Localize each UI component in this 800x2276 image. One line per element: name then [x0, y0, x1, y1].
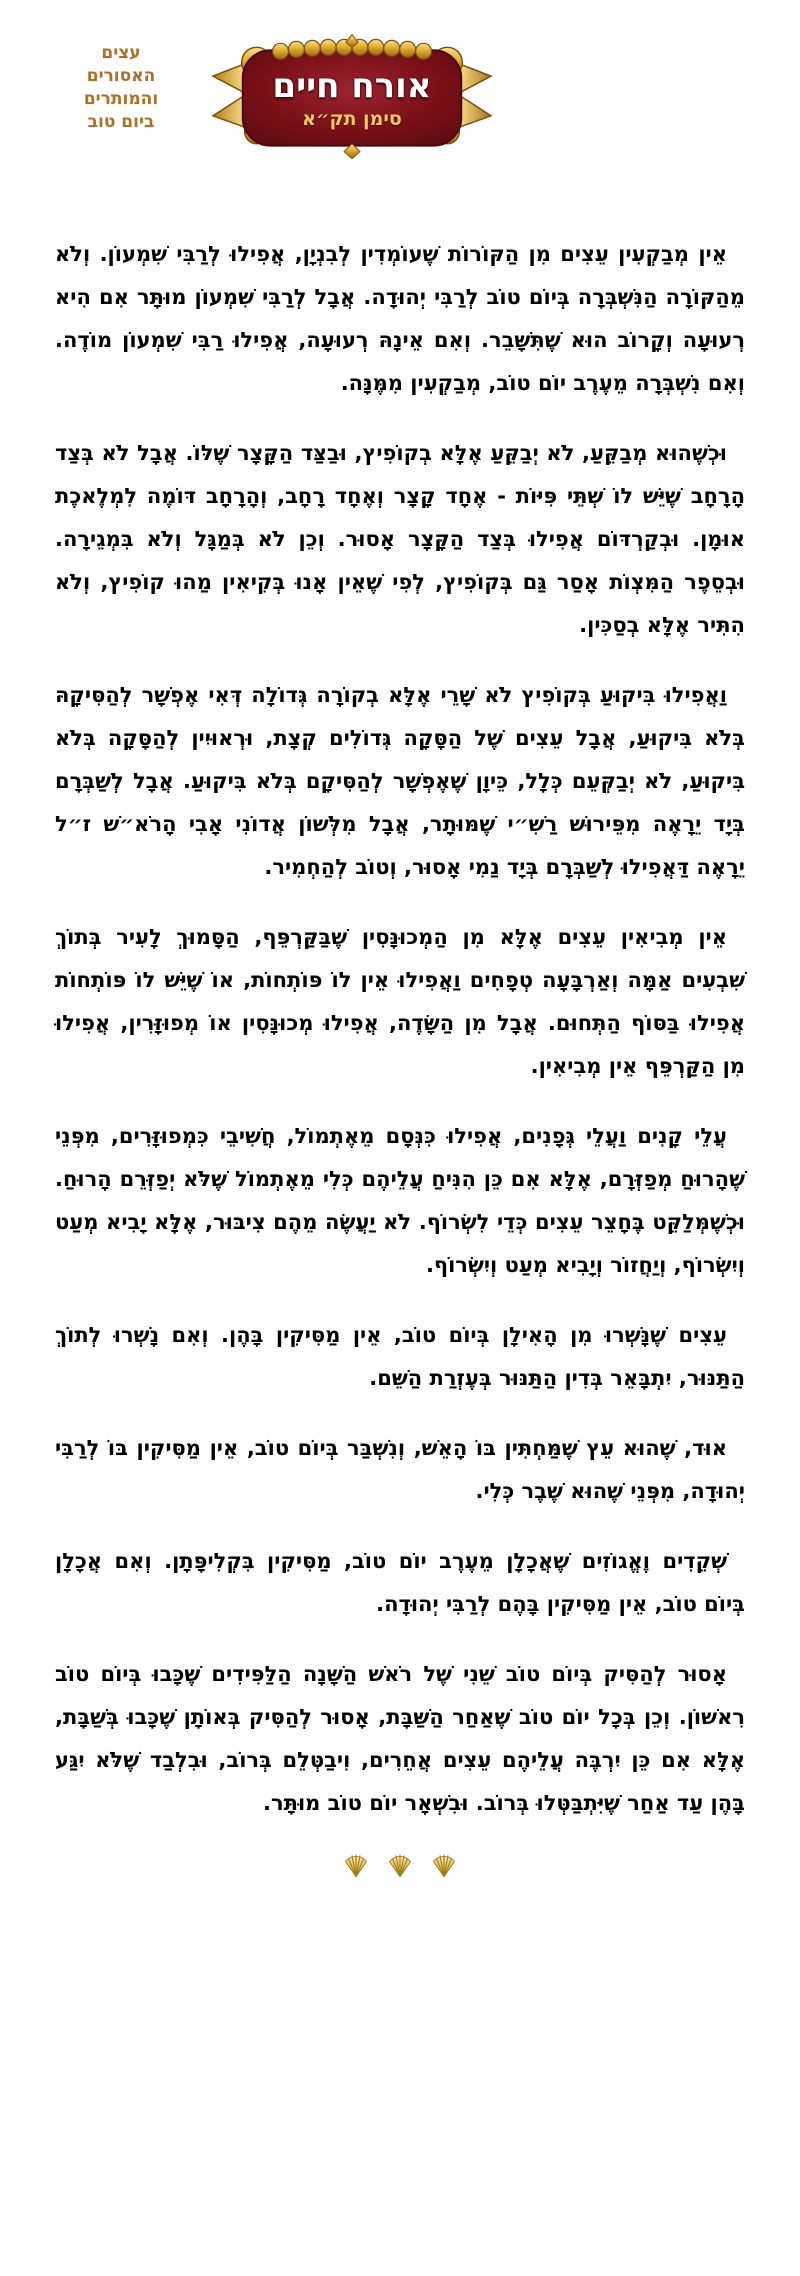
shell-icon — [430, 1852, 458, 1878]
paragraph-8: שְׁקֵדִים וֶאֱגוֹזִים שֶׁאֲכָלָן מֵעֶרֶב יוֹם טוֹב, מַסִּיקִין בִּקְלִיפָּתָן. וְאִם אֲכָלָן בְּיוֹם טוֹב, אֵין מַסִּיקִין בָּהֶם לְרַבִּי יְהוּדָה. — [55, 1549, 745, 1616]
halacha-text — [0, 175, 800, 1825]
banner-subtitle: סימן תק״א — [302, 108, 402, 130]
paragraph-1: אֵין מְבַקְעִין עֵצִים מִן הַקּוֹרוֹת שֶׁעוֹמְדִין לְבִנְיָן, אֲפִילוּ לְרַבִּי שִׁמְעוֹן. וְלֹא מֵהַקּוֹרָה הַנִּשְׁבְּרָה בְּיוֹם טוֹב לְרַבִּי יְהוּדָה. אֲבָל לְרַבִּי שִׁמְעוֹן מוּתָּר אִם הִיא רְעוּעָה וְקָרוֹב הוּא שֶׁתִּשָּׁבֵר. וְאִם אֵינָהּ רְעוּעָה, אֲפִילוּ רַבִּי שִׁמְעוֹן מוֹדֶה. וְאִם נִשְׁבְּרָה מֵעֶרֶב יוֹם טוֹב, מְבַקְעִין מִמֶּנָּה. — [55, 242, 745, 395]
paragraph-5: עֲלֵי קָנִים וַעֲלֵי גְּפָנִים, אֲפִילוּ כִּנְּסָם מֵאֶתְמוֹל, חֲשִׁיבֵי כִּמְפוּזָּרִים, מִפְּנֵי שֶׁהָרוּחַ מְפַזְּרָם, אֶלָּא אִם כֵּן הִנִּיחַ עֲלֵיהֶם כְּלִי מֵאֶתְמוֹל שֶׁלֹּא יְפַזְּרֵם הָרוּחַ. וּכְשֶׁמְּלַקֵּט בֶּחָצֵר עֵצִים כְּדֵי לִשְׂרוֹף. לֹא יַעֲשֶׂה מֵהֶם צִיבּוּר, אֶלָּא יָבִיא מְעַט וְיִשְׂרוֹף, וְיַחֲזוֹר וְיָבִיא מְעַט וְיִשְׂרוֹף. — [55, 1124, 745, 1277]
topic-side-label — [62, 42, 180, 134]
banner-title: אורח חיים — [272, 66, 432, 106]
side-label-line: ביום טוב — [87, 112, 155, 132]
paragraph-2: וּכְשֶׁהוּא מְבַקֵּעַ, לֹא יְבַקֵּעַ אֶלָּא בְקוֹפִיץ, וּבַצַּד הַקָּצָר שֶׁלּוֹ. אֲבָל לֹא בְּצַד הָרָחָב שֶׁיֵּשׁ לוֹ שְׁתֵּי פִּיּוֹת - אֶחָד קָצָר וְאֶחָד רָחָב, וְהָרָחָב דּוֹמֶה לִמְלֶאכֶת אוּמָן. וּבְקַרְדּוֹם אֲפִילוּ בְּצַד הַקָּצָר אָסוּר. וְכֵן לֹא בְּמַגָּל וְלֹא בִּמְגֵירָה. וּבְסֵפֶר הַמִּצְוֹת אָסַר גַּם בְּקוֹפִיץ, לְפִי שֶׁאֵין אָנוּ בְּקִיאִין מַהוּ קוֹפִיץ, וְלֹא הִתִּיר אֶלָּא בְסַכִּין. — [55, 441, 745, 637]
footer-ornament — [0, 1852, 800, 1908]
paragraph-3: וַאֲפִילוּ בִּיקוּעַ בְּקוֹפִיץ לֹא שָׁרֵי אֶלָּא בְקוֹרָה גְּדוֹלָה דְּאִי אֶפְשָׁר לְהַסִּיקָהּ בְּלֹא בִּיקוּעַ, אֲבָל עֵצִים שֶׁל הַסָּקָה גְּדוֹלִים קְצָת, וּרְאוּיִין לְהַסָּקָה בְּלֹא בִּיקוּעַ, לֹא יְבַקְּעֵם כְּלָל, כֵּיוָן שֶׁאֶפְשָׁר לְהַסִּיקָם בְּלֹא בִּיקוּעַ. אֲבָל לְשַׁבְּרָם בְּיָד יֵרָאֶה מִפֵּירוּשׁ רַשִׁ״י שֶׁמּוּתָר, אֲבָל מִלְּשׁוֹן אֲדוֹנִי אָבִי הָרֹא״שׁ ז״ל יֵרָאֶה דַּאֲפִילוּ לְשַׁבְּרָם בְּיָד נַמִי אָסוּר, וְטוֹב לְהַחְמִיר. — [55, 683, 745, 879]
page-header — [0, 0, 800, 175]
shell-icon — [342, 1852, 370, 1878]
title-banner — [203, 28, 501, 160]
shell-icon — [386, 1852, 414, 1878]
paragraph-9: אָסוּר לְהַסִּיק בְּיוֹם טוֹב שֵׁנִי שֶׁל רֹאשׁ הַשָּׁנָה הַלַּפִּידִים שֶׁכָּבוּ בְּיוֹם טוֹב רִאשׁוֹן. וְכֵן בְּכָל יוֹם טוֹב שֶׁאַחַר הַשַּׁבָּת, אָסוּר לְהַסִּיק בְּאוֹתָן שֶׁכָּבוּ בְּשַׁבָּת, אֶלָּא אִם כֵּן יִרְבֶּה עֲלֵיהֶם עֵצִים אֲחֵרִים, וִיבַטְּלֵם בְּרוֹב, וּבִלְבַד שֶׁלֹּא יִגַּע בָּהֶן עַד אַחַר שֶׁיִּתְבַּטְּלוּ בְּרוֹב. וּבִשְׁאָר יוֹם טוֹב מוּתָּר. — [55, 1662, 745, 1815]
side-label-line: והמותרים — [83, 89, 159, 109]
paragraph-4: אֵין מְבִיאִין עֵצִים אֶלָּא מִן הַמְכוּנָּסִין שֶׁבַּקַּרְפֵּף, הַסָּמוּךְ לָעִיר בְּתוֹךְ שִׁבְעִים אַמָּה וְאַרְבָּעָה טְפָחִים וַאֲפִילוּ אֵין לוֹ פּוֹתְחוֹת, אוֹ שֶׁיֵּשׁ לוֹ פּוֹתְחוֹת אֲפִילוּ בַּסּוֹף הַתְּחוּם. אֲבָל מִן הַשָּׂדֶה, אֲפִילוּ מְכוּנָּסִין אוֹ מְפוּזָּרִין, אֲפִילוּ מִן הַקַּרְפֵּף אֵין מְבִיאִין. — [55, 925, 745, 1078]
paragraph-7: אוּד, שֶׁהוּא עֵץ שֶׁמַּחְתִּין בּוֹ הָאֵשׁ, וְנִשְׁבַּר בְּיוֹם טוֹב, אֵין מַסִּיקִין בּוֹ לְרַבִּי יְהוּדָה, מִפְּנֵי שֶׁהוּא שֶׁבֶר כְּלִי. — [55, 1436, 745, 1503]
paragraph-6: עֵצִים שֶׁנָּשְׁרוּ מִן הָאִילָן בְּיוֹם טוֹב, אֵין מַסִּיקִין בָּהֶן. וְאִם נָשְׁרוּ לְתוֹךְ הַתַּנּוּר, יִתְבָּאֵר בְּדִין הַתַּנּוּר בְּעֶזְרַת הַשֵּׁם. — [55, 1323, 745, 1390]
side-label-line: האסורים — [86, 66, 156, 86]
scroll-banner-graphic — [203, 28, 501, 160]
side-label-line: עצים — [101, 43, 141, 63]
